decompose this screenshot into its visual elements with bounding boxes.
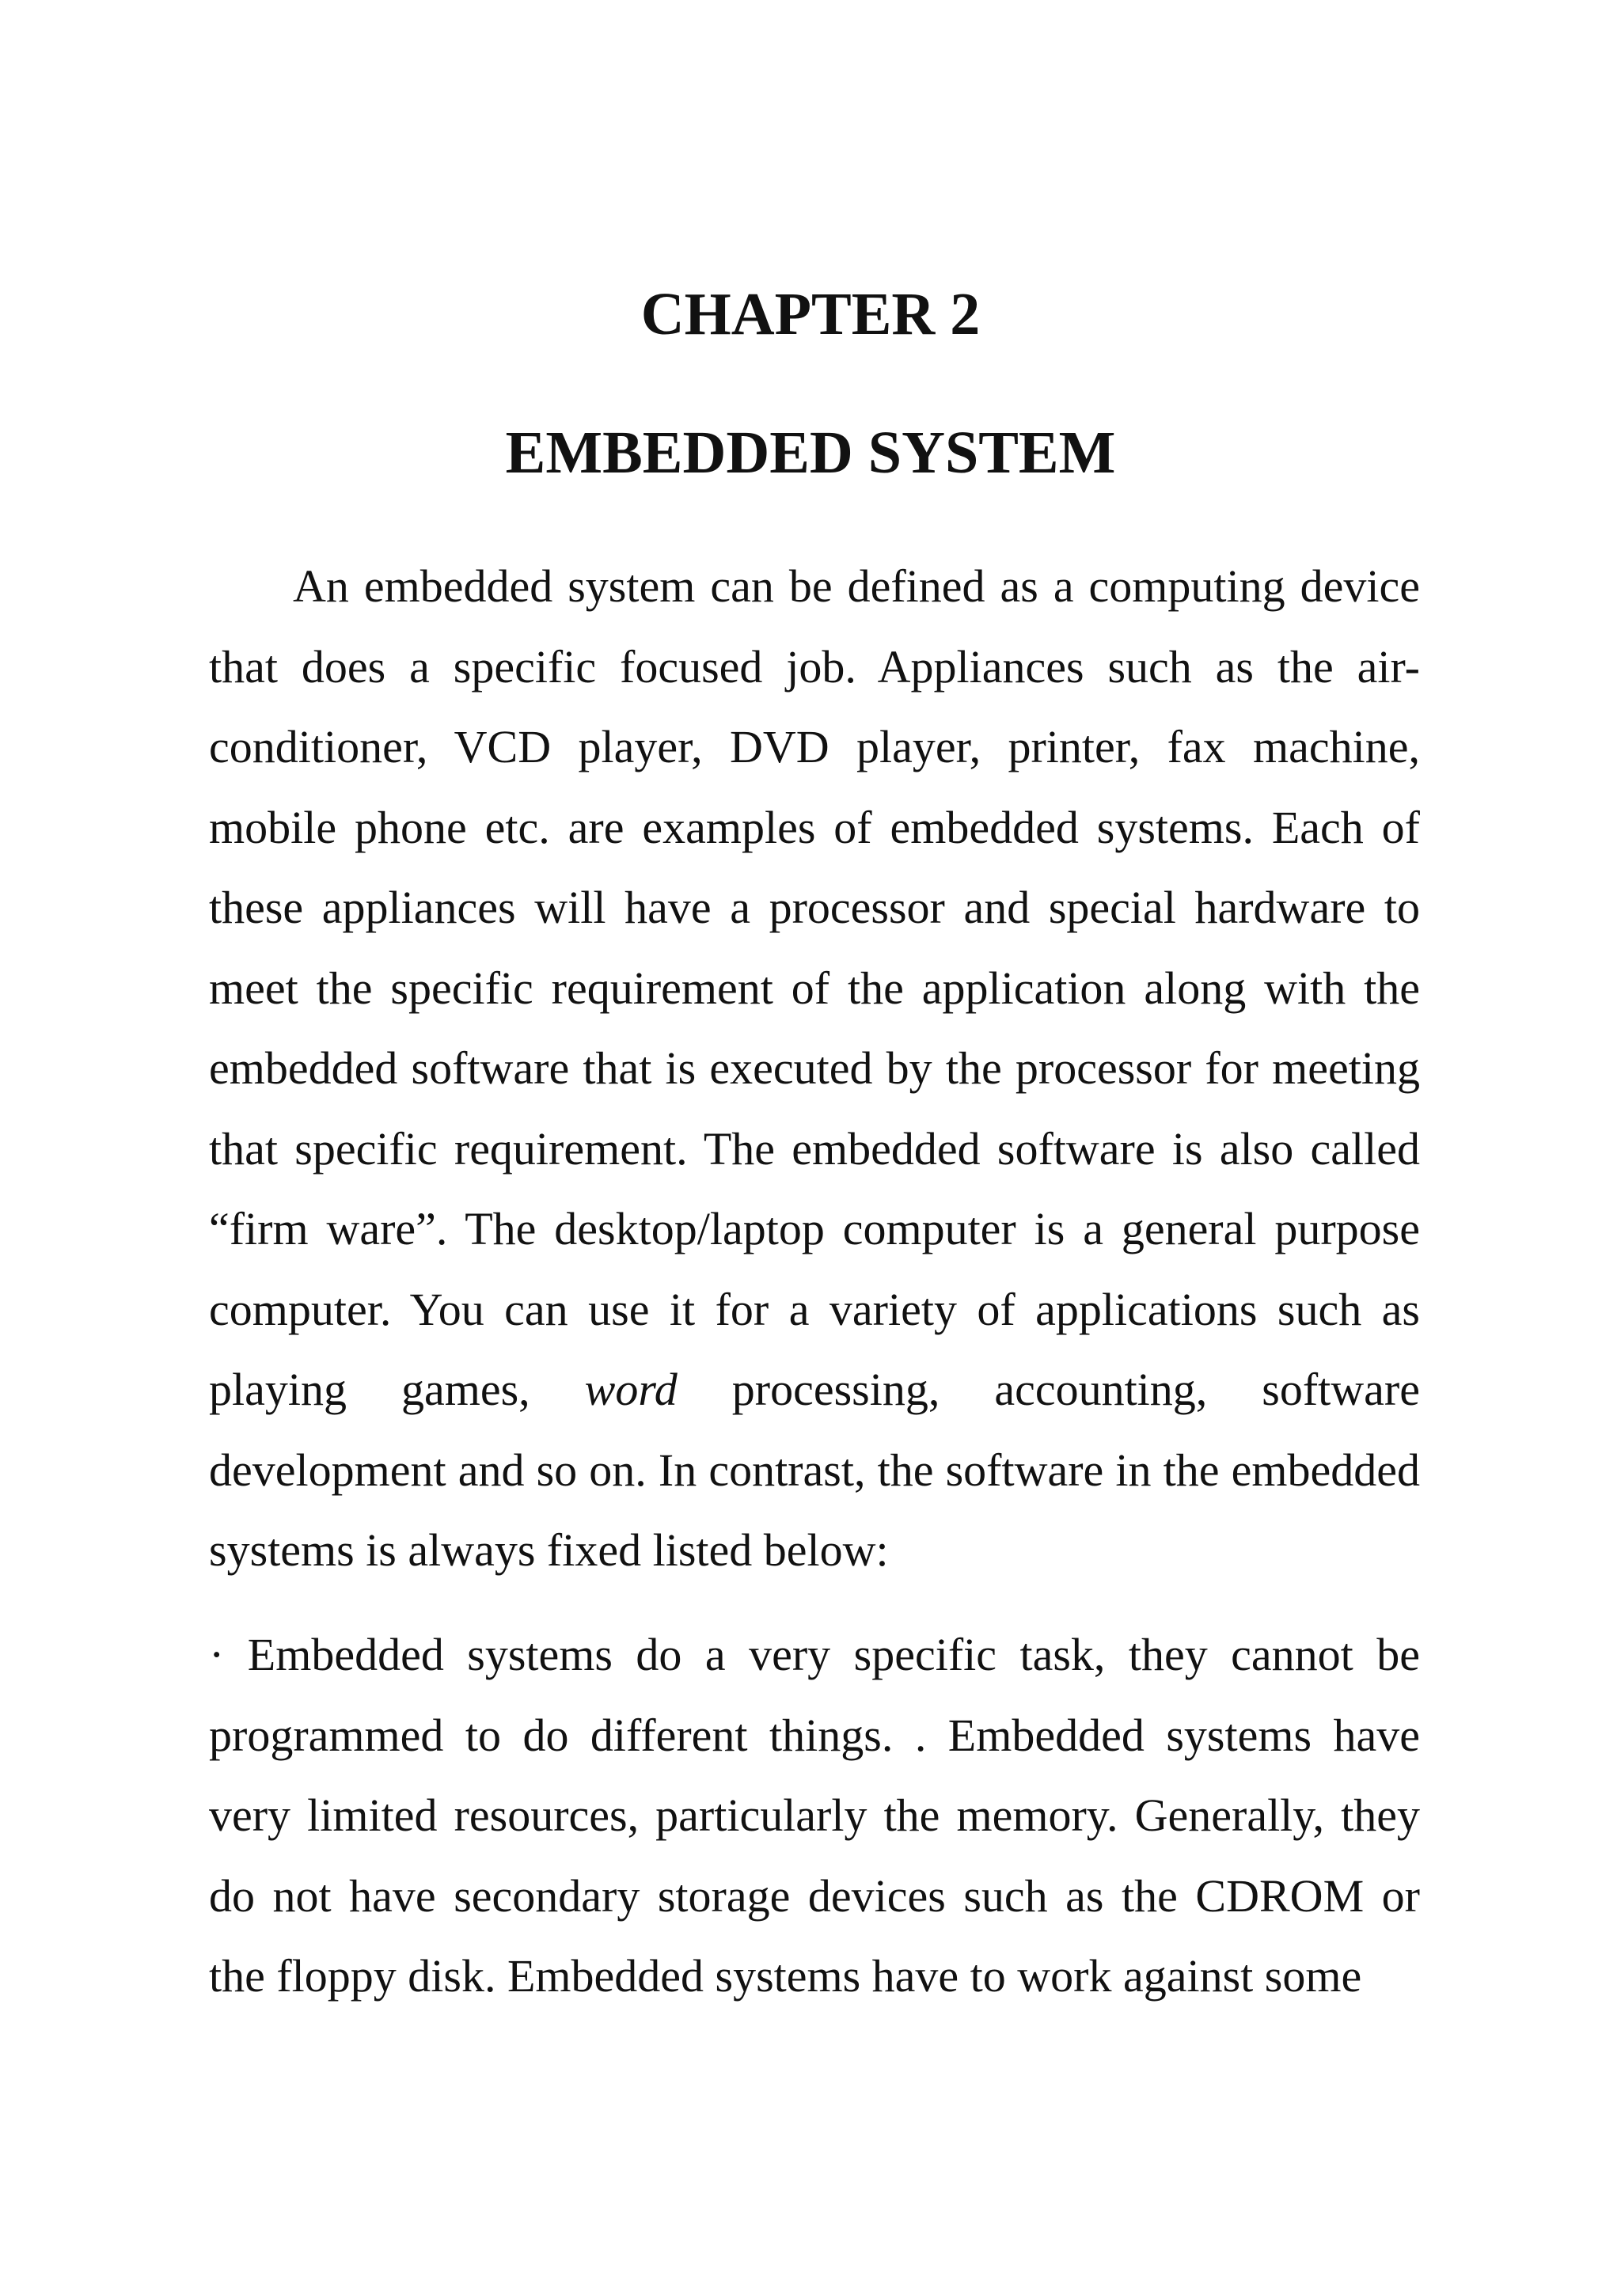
intro-paragraph: [209, 546, 1420, 1591]
intro-paragraph-italic-word: word: [584, 1364, 678, 1415]
characteristics-paragraph: · Embedded systems do a very specific task, they cannot be programmed to do different things. . Embedded systems have very limited resources, particularly the memory. Generally, they do not have secondary storage devices such as the CDROM or the floppy disk. Embedded systems have to work against some: [209, 1629, 1420, 2002]
chapter-title: EMBEDDED SYSTEM: [505, 419, 1116, 486]
intro-paragraph-text-1: An embedded system can be defined as a computing device that does a specific focused job. Appliances such as the air-conditioner, VCD player, DVD player, printer, fax machine, mobile phone etc. are examples of embedded systems. Each of these appliances will have a processor and special hardware to meet the specific requirement of the application along with the embedded software that is executed by the processor for meeting that specific requirement. The embedded software is also called “firm ware”. The desktop/laptop computer is a general purpose computer. You can use it for a variety of applications such as playing games,: [209, 560, 1420, 1415]
chapter-number: CHAPTER 2: [640, 281, 981, 347]
intro-paragraph-text-2: processing, accounting, software development and so on. In contrast, the software in the embedded systems is always fixed listed below:: [209, 1364, 1420, 1576]
